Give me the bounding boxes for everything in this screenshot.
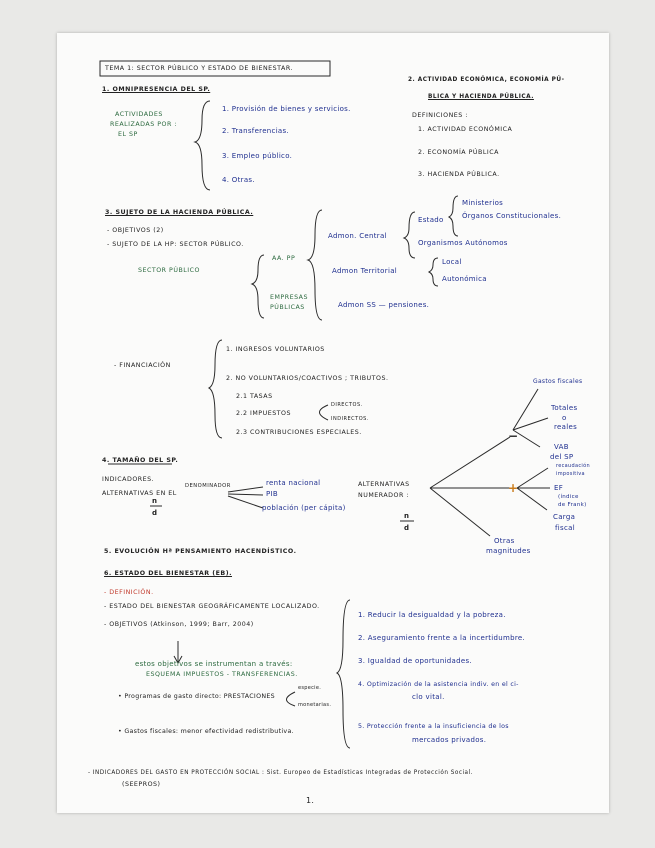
s4-otras: Otras [494,537,515,545]
s4-indicadores: INDICADORES. [102,476,155,483]
section4-heading: 4. TAMAÑO DEL SP. [102,457,179,464]
s4-frac-d2: d [404,524,410,532]
footer-indicadores: - INDICADORES DEL GASTO EN PROTECCIÓN SOCIAL : Sist. Europeo de Estadísticas Integradas de Protección Social. [88,770,473,776]
fin-impuestos: 2.2 IMPUESTOS [236,410,291,417]
s1-left-1: ACTIVIDADES [115,111,163,118]
brace-fin [209,340,222,438]
s1-left-2: REALIZADAS POR : [110,121,177,128]
fin-indirectos: INDIRECTOS. [331,416,369,422]
s4-alt-num-2: NUMERADOR : [358,492,409,499]
s3-territorial: Admon Territorial [332,267,398,275]
s6-goal-4: 4. Optimización de la asistencia indiv. en el ci- [358,681,519,688]
s4-recaudacion: recaudación [556,463,590,469]
s6-geo: - ESTADO DEL BIENESTAR GEOGRÁFICAMENTE LOCALIZADO. [104,603,320,610]
s1-item-3: 3. Empleo público. [222,152,293,160]
s3-estado: Estado [418,216,444,224]
s6-programas: • Programas de gasto directo: PRESTACIONES [118,693,275,700]
s4-frac-n2: n [404,512,410,520]
s4-alt-num-1: ALTERNATIVAS [358,481,410,488]
s3-organos: Órganos Constitucionales. [462,212,562,220]
fin-item-1: 1. INGRESOS VOLUNTARIOS [226,346,325,353]
fin-contribuciones: 2.3 CONTRIBUCIONES ESPECIALES. [236,429,362,436]
fin-item-2: 2. NO VOLUNTARIOS/COACTIVOS ; TRIBUTOS. [226,375,389,382]
s6-goal-2: 2. Aseguramiento frente a la incertidumbre. [358,634,526,642]
s1-item-2: 2. Transferencias. [222,127,289,135]
section3-heading: 3. SUJETO DE LA HACIENDA PÚBLICA. [105,209,254,216]
s4-indice: (índice [558,494,579,500]
s3-central: Admon. Central [328,232,387,240]
s6-definicion: - DEFINICIÓN. [104,589,154,596]
s1-left-3: EL SP [118,131,138,138]
brace-aapp [252,255,264,318]
s3-local: Local [442,258,462,266]
section1-heading: 1. OMNIPRESENCIA DEL SP. [102,86,211,93]
brace-taxes [320,405,329,420]
s3-subject: - SUJETO DE LA HP: SECTOR PÚBLICO. [107,241,244,248]
s6-instr-1: estos objetivos se instrumentan a través: [135,660,293,668]
s3-ministerios: Ministerios [462,199,504,207]
s3-aapp: AA. PP [272,255,296,262]
s3-autonomica: Autonómica [442,275,487,283]
s6-gastos-fiscales: • Gastos fiscales: menor efectividad redistributiva. [118,728,294,735]
brace-estado [449,196,458,236]
s6-goal-3: 3. Igualdad de oportunidades. [358,657,472,665]
fin-heading: - FINANCIACIÓN [114,362,171,369]
s4-del-sp: del SP [550,453,574,461]
brace-central [404,212,415,258]
footer-seepros: (SEEPROS) [122,781,161,788]
s2-item-2: 2. ECONOMÍA PÚBLICA [418,149,499,156]
s3-objectives: - OBJETIVOS (2) [107,227,164,234]
s6-goal-4b: clo vital. [412,693,445,701]
s4-impositiva: impositiva [556,471,585,477]
s4-denominador: DENOMINADOR [185,483,231,489]
brace-sp [308,210,322,320]
s4-poblacion: población (per cápita) [262,504,346,512]
s4-ef: EF [554,484,564,492]
section6-heading: 6. ESTADO DEL BIENESTAR (EB). [104,570,233,577]
s2-definitions: DEFINICIONES : [412,112,468,119]
s4-o: o [562,414,567,422]
section2-heading-2: BLICA Y HACIENDA PÚBLICA. [428,94,534,100]
s4-minus: − [508,429,519,443]
s6-goal-5b: mercados privados. [412,736,487,744]
section5-heading: 5. EVOLUCIÓN Hª PENSAMIENTO HACENDÍSTICO. [104,548,297,555]
s6-especie: especie. [298,685,322,691]
s4-carga: Carga [553,513,576,521]
s4-renta: renta nacional [266,479,321,487]
page-title: TEMA 1: SECTOR PÚBLICO Y ESTADO DE BIENESTAR. [105,65,293,72]
s4-pib: PIB [266,490,278,498]
s3-publicas: PÚBLICAS [270,304,305,311]
brace-goals [337,600,350,748]
s6-monetarias: monetarias. [298,702,332,708]
brace-activities [195,101,210,190]
s4-gastos-fiscales: Gastos fiscales [533,378,583,385]
s4-magnitudes: magnitudes [486,547,531,555]
s3-autonomos: Organismos Autónomos [418,239,508,247]
section2-heading-1: 2. ACTIVIDAD ECONÓMICA, ECONOMÍA PÚ- [408,77,565,83]
s4-fiscal: fiscal [555,524,575,532]
page-number: 1. [306,796,315,805]
s4-frank: de Frank) [558,502,587,508]
s6-goal-5: 5. Protección frente a la insuficiencia de los [358,723,509,730]
s4-plus: + [508,481,519,495]
brace-terr [429,258,438,286]
s4-totales: Totales [551,404,578,412]
s3-empresas: EMPRESAS [270,294,308,301]
s4-alt-denominador: ALTERNATIVAS EN EL [102,490,177,497]
s2-item-3: 3. HACIENDA PÚBLICA. [418,171,500,178]
s4-frac-n: n [152,497,158,505]
s6-goal-1: 1. Reducir la desigualdad y la pobreza. [358,611,506,619]
s3-ss: Admon SS — pensiones. [338,301,430,309]
s3-sector-publico: SECTOR PÚBLICO [138,267,200,274]
s1-item-4: 4. Otras. [222,176,255,184]
s6-instr-2: ESQUEMA IMPUESTOS - TRANSFERENCIAS. [146,671,298,678]
s6-objetivos: - OBJETIVOS (Atkinson, 1999; Barr, 2004) [104,621,254,628]
s2-item-1: 1. ACTIVIDAD ECONÓMICA [418,126,513,133]
fin-directos: DIRECTOS. [331,402,363,408]
s1-item-1: 1. Provisión de bienes y servicios. [222,105,351,113]
s4-reales: reales [554,423,578,431]
fin-tasas: 2.1 TASAS [236,393,273,400]
s4-frac-d: d [152,509,158,517]
s4-vab: VAB [554,443,569,451]
